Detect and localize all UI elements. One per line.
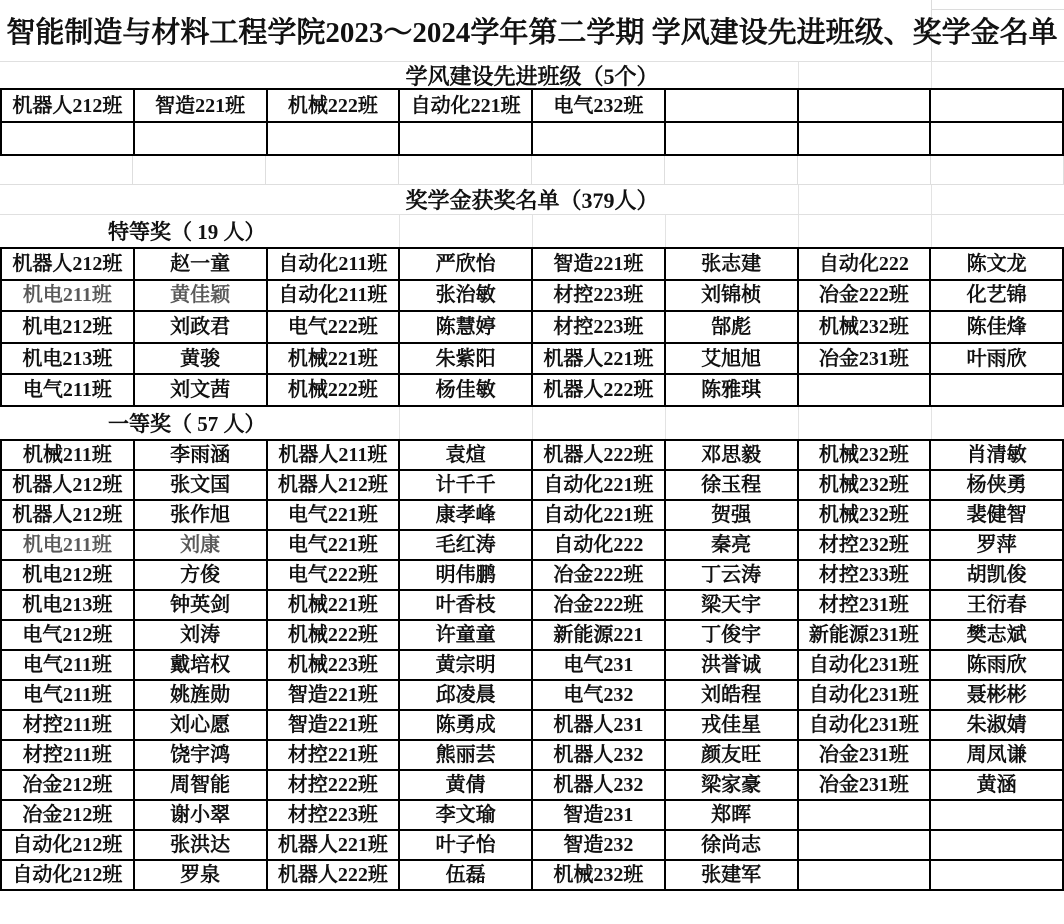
class-cell: 智造221班 (134, 89, 267, 122)
first-award-heading-band (0, 407, 1064, 439)
empty-cell (665, 122, 798, 155)
table-row (1, 830, 1063, 860)
student-name-cell: 梁家豪 (665, 770, 798, 800)
table-row (1, 650, 1063, 680)
table-row (1, 89, 1063, 122)
student-name-cell: 李雨涵 (134, 440, 267, 470)
table-row (1, 280, 1063, 312)
student-name-cell: 徐玉程 (665, 470, 798, 500)
first-award-table (0, 439, 1064, 891)
document-title-band (0, 0, 1064, 62)
student-name-cell: 严欣怡 (399, 248, 532, 280)
student-name-cell: 刘皓程 (665, 680, 798, 710)
class-cell: 机器人212班 (1, 89, 134, 122)
student-name-cell: 张洪达 (134, 830, 267, 860)
student-name-cell: 刘锦桢 (665, 280, 798, 312)
class-name-cell: 电气212班 (1, 620, 134, 650)
class-name-cell: 机械232班 (798, 311, 931, 343)
student-name-cell: 张建军 (665, 860, 798, 890)
student-name-cell: 郜彪 (665, 311, 798, 343)
student-name-cell: 陈文龙 (930, 248, 1063, 280)
student-name-cell: 戴培权 (134, 650, 267, 680)
student-name-cell: 陈佳烽 (930, 311, 1063, 343)
class-name-cell: 机械222班 (267, 374, 400, 406)
class-name-cell: 机械211班 (1, 440, 134, 470)
special-award-heading: 特等奖（ 19 人） (108, 220, 266, 244)
student-name-cell: 艾旭旭 (665, 343, 798, 375)
student-name-cell: 贺强 (665, 500, 798, 530)
student-name-cell: 杨佳敏 (399, 374, 532, 406)
student-name-cell: 许童童 (399, 620, 532, 650)
class-name-cell: 自动化221班 (532, 470, 665, 500)
empty-cell (798, 830, 931, 860)
student-name-cell: 刘文茜 (134, 374, 267, 406)
class-name-cell: 冶金212班 (1, 800, 134, 830)
table-body (1, 440, 1063, 890)
class-name-cell: 冶金231班 (798, 770, 931, 800)
student-name-cell: 熊丽芸 (399, 740, 532, 770)
class-name-cell: 自动化231班 (798, 680, 931, 710)
table-row (1, 710, 1063, 740)
class-name-cell: 机器人231 (532, 710, 665, 740)
class-name-cell: 自动化211班 (267, 280, 400, 312)
table-row (1, 590, 1063, 620)
table-row (1, 122, 1063, 155)
class-name-cell: 电气211班 (1, 374, 134, 406)
class-name-cell: 材控223班 (267, 800, 400, 830)
class-name-cell: 机电212班 (1, 311, 134, 343)
student-name-cell: 戎佳星 (665, 710, 798, 740)
empty-cell (930, 122, 1063, 155)
student-name-cell: 朱紫阳 (399, 343, 532, 375)
table-row (1, 374, 1063, 406)
class-name-cell: 材控211班 (1, 710, 134, 740)
class-name-cell: 机电213班 (1, 343, 134, 375)
class-name-cell: 智造232 (532, 830, 665, 860)
class-name-cell: 机器人232 (532, 770, 665, 800)
class-name-cell: 材控232班 (798, 530, 931, 560)
class-name-cell: 电气211班 (1, 650, 134, 680)
class-name-cell: 材控231班 (798, 590, 931, 620)
table-body (1, 89, 1063, 155)
student-name-cell: 黄倩 (399, 770, 532, 800)
scholarship-heading-band (0, 185, 1064, 215)
student-name-cell: 胡凯俊 (930, 560, 1063, 590)
student-name-cell: 黄佳颖 (134, 280, 267, 312)
table-row (1, 530, 1063, 560)
class-name-cell: 冶金222班 (532, 590, 665, 620)
class-name-cell: 机电213班 (1, 590, 134, 620)
class-name-cell: 冶金222班 (532, 560, 665, 590)
first-award-heading: 一等奖（ 57 人） (108, 411, 266, 436)
student-name-cell: 周凤谦 (930, 740, 1063, 770)
student-name-cell: 伍磊 (399, 860, 532, 890)
class-name-cell: 智造221班 (532, 248, 665, 280)
student-name-cell: 刘康 (134, 530, 267, 560)
class-name-cell: 自动化222 (798, 248, 931, 280)
student-name-cell: 叶子怡 (399, 830, 532, 860)
student-name-cell: 袁煊 (399, 440, 532, 470)
student-name-cell: 化艺锦 (930, 280, 1063, 312)
class-name-cell: 电气222班 (267, 560, 400, 590)
student-name-cell: 张文国 (134, 470, 267, 500)
student-name-cell: 丁云涛 (665, 560, 798, 590)
table-row (1, 470, 1063, 500)
empty-cell (798, 374, 931, 406)
class-name-cell: 智造221班 (267, 710, 400, 740)
class-cell: 电气232班 (532, 89, 665, 122)
class-name-cell: 电气211班 (1, 680, 134, 710)
student-name-cell: 张治敏 (399, 280, 532, 312)
student-name-cell: 裴健智 (930, 500, 1063, 530)
class-name-cell: 材控222班 (267, 770, 400, 800)
student-name-cell: 刘心愿 (134, 710, 267, 740)
student-name-cell: 洪誉诚 (665, 650, 798, 680)
class-name-cell: 机电211班 (1, 280, 134, 312)
special-award-heading-band (0, 215, 1064, 247)
student-name-cell: 肖清敏 (930, 440, 1063, 470)
spacer-row (0, 156, 1064, 185)
student-name-cell: 樊志斌 (930, 620, 1063, 650)
class-name-cell: 自动化212班 (1, 830, 134, 860)
advanced-classes-table (0, 88, 1064, 156)
student-name-cell: 方俊 (134, 560, 267, 590)
student-name-cell: 杨侠勇 (930, 470, 1063, 500)
scholarship-heading: 奖学金获奖名单（379人） (405, 188, 659, 213)
advanced-classes-heading: 学风建设先进班级（5个） (405, 63, 659, 89)
empty-cell (532, 122, 665, 155)
student-name-cell: 秦亮 (665, 530, 798, 560)
class-name-cell: 新能源231班 (798, 620, 931, 650)
table-row (1, 248, 1063, 280)
student-name-cell: 周智能 (134, 770, 267, 800)
class-name-cell: 自动化222 (532, 530, 665, 560)
class-name-cell: 机械232班 (532, 860, 665, 890)
class-name-cell: 自动化211班 (267, 248, 400, 280)
class-name-cell: 新能源221 (532, 620, 665, 650)
student-name-cell: 罗泉 (134, 860, 267, 890)
table-row (1, 860, 1063, 890)
class-name-cell: 机器人211班 (267, 440, 400, 470)
student-name-cell: 明伟鹏 (399, 560, 532, 590)
class-name-cell: 自动化231班 (798, 650, 931, 680)
class-name-cell: 材控223班 (532, 311, 665, 343)
student-name-cell: 计千千 (399, 470, 532, 500)
class-name-cell: 机械232班 (798, 500, 931, 530)
class-cell: 自动化221班 (399, 89, 532, 122)
class-name-cell: 机械232班 (798, 470, 931, 500)
class-name-cell: 机电212班 (1, 560, 134, 590)
empty-cell (798, 89, 931, 122)
class-name-cell: 机械222班 (267, 620, 400, 650)
class-name-cell: 电气221班 (267, 500, 400, 530)
class-name-cell: 智造221班 (267, 680, 400, 710)
student-name-cell: 徐尚志 (665, 830, 798, 860)
class-name-cell: 机器人222班 (267, 860, 400, 890)
class-name-cell: 机器人221班 (532, 343, 665, 375)
student-name-cell: 陈勇成 (399, 710, 532, 740)
class-name-cell: 机械232班 (798, 440, 931, 470)
empty-cell (399, 122, 532, 155)
empty-cell (930, 830, 1063, 860)
student-name-cell: 丁俊宇 (665, 620, 798, 650)
student-name-cell: 王衍春 (930, 590, 1063, 620)
empty-cell (665, 89, 798, 122)
class-name-cell: 电气221班 (267, 530, 400, 560)
class-name-cell: 材控233班 (798, 560, 931, 590)
class-name-cell: 冶金212班 (1, 770, 134, 800)
empty-cell (930, 374, 1063, 406)
student-name-cell: 钟英剑 (134, 590, 267, 620)
class-name-cell: 机器人222班 (532, 440, 665, 470)
empty-cell (1, 122, 134, 155)
class-name-cell: 机器人212班 (1, 500, 134, 530)
class-name-cell: 机器人212班 (1, 248, 134, 280)
table-row (1, 560, 1063, 590)
class-name-cell: 自动化221班 (532, 500, 665, 530)
class-name-cell: 机器人212班 (267, 470, 400, 500)
student-name-cell: 陈雨欣 (930, 650, 1063, 680)
empty-cell (134, 122, 267, 155)
student-name-cell: 梁天宇 (665, 590, 798, 620)
student-name-cell: 颜友旺 (665, 740, 798, 770)
class-name-cell: 冶金222班 (798, 280, 931, 312)
table-row (1, 740, 1063, 770)
student-name-cell: 陈雅琪 (665, 374, 798, 406)
student-name-cell: 邓思毅 (665, 440, 798, 470)
class-name-cell: 机械223班 (267, 650, 400, 680)
student-name-cell: 郑晖 (665, 800, 798, 830)
table-row (1, 620, 1063, 650)
student-name-cell: 黄涵 (930, 770, 1063, 800)
class-name-cell: 自动化231班 (798, 710, 931, 740)
student-name-cell: 聂彬彬 (930, 680, 1063, 710)
student-name-cell: 叶香枝 (399, 590, 532, 620)
empty-cell (930, 860, 1063, 890)
class-name-cell: 冶金231班 (798, 343, 931, 375)
class-name-cell: 自动化212班 (1, 860, 134, 890)
empty-cell (930, 89, 1063, 122)
advanced-classes-heading-band (0, 62, 1064, 88)
empty-cell (798, 800, 931, 830)
class-cell: 机械222班 (267, 89, 400, 122)
student-name-cell: 朱淑婧 (930, 710, 1063, 740)
class-name-cell: 智造231 (532, 800, 665, 830)
student-name-cell: 张作旭 (134, 500, 267, 530)
class-name-cell: 机器人222班 (532, 374, 665, 406)
class-name-cell: 机械221班 (267, 590, 400, 620)
empty-cell (930, 800, 1063, 830)
empty-cell (798, 122, 931, 155)
student-name-cell: 刘涛 (134, 620, 267, 650)
class-name-cell: 冶金231班 (798, 740, 931, 770)
student-name-cell: 陈慧婷 (399, 311, 532, 343)
table-row (1, 440, 1063, 470)
empty-cell (267, 122, 400, 155)
class-name-cell: 电气231 (532, 650, 665, 680)
document-title: 智能制造与材料工程学院2023～2024学年第二学期 学风建设先进班级、奖学金名单 (6, 17, 1058, 49)
student-name-cell: 姚旌勋 (134, 680, 267, 710)
class-name-cell: 电气222班 (267, 311, 400, 343)
student-name-cell: 罗萍 (930, 530, 1063, 560)
table-row (1, 500, 1063, 530)
class-name-cell: 机器人221班 (267, 830, 400, 860)
student-name-cell: 谢小翠 (134, 800, 267, 830)
class-name-cell: 材控211班 (1, 740, 134, 770)
empty-cell (798, 860, 931, 890)
student-name-cell: 邱凌晨 (399, 680, 532, 710)
student-name-cell: 毛红涛 (399, 530, 532, 560)
class-name-cell: 电气232 (532, 680, 665, 710)
student-name-cell: 黄骏 (134, 343, 267, 375)
student-name-cell: 康孝峰 (399, 500, 532, 530)
student-name-cell: 饶宇鸿 (134, 740, 267, 770)
table-body (1, 248, 1063, 406)
class-name-cell: 材控221班 (267, 740, 400, 770)
table-row (1, 680, 1063, 710)
student-name-cell: 叶雨欣 (930, 343, 1063, 375)
special-award-table (0, 247, 1064, 407)
student-name-cell: 李文瑜 (399, 800, 532, 830)
table-row (1, 800, 1063, 830)
student-name-cell: 张志建 (665, 248, 798, 280)
student-name-cell: 黄宗明 (399, 650, 532, 680)
class-name-cell: 机器人232 (532, 740, 665, 770)
student-name-cell: 刘政君 (134, 311, 267, 343)
table-row (1, 770, 1063, 800)
table-row (1, 343, 1063, 375)
class-name-cell: 机电211班 (1, 530, 134, 560)
class-name-cell: 材控223班 (532, 280, 665, 312)
class-name-cell: 机械221班 (267, 343, 400, 375)
student-name-cell: 赵一童 (134, 248, 267, 280)
class-name-cell: 机器人212班 (1, 470, 134, 500)
table-row (1, 311, 1063, 343)
